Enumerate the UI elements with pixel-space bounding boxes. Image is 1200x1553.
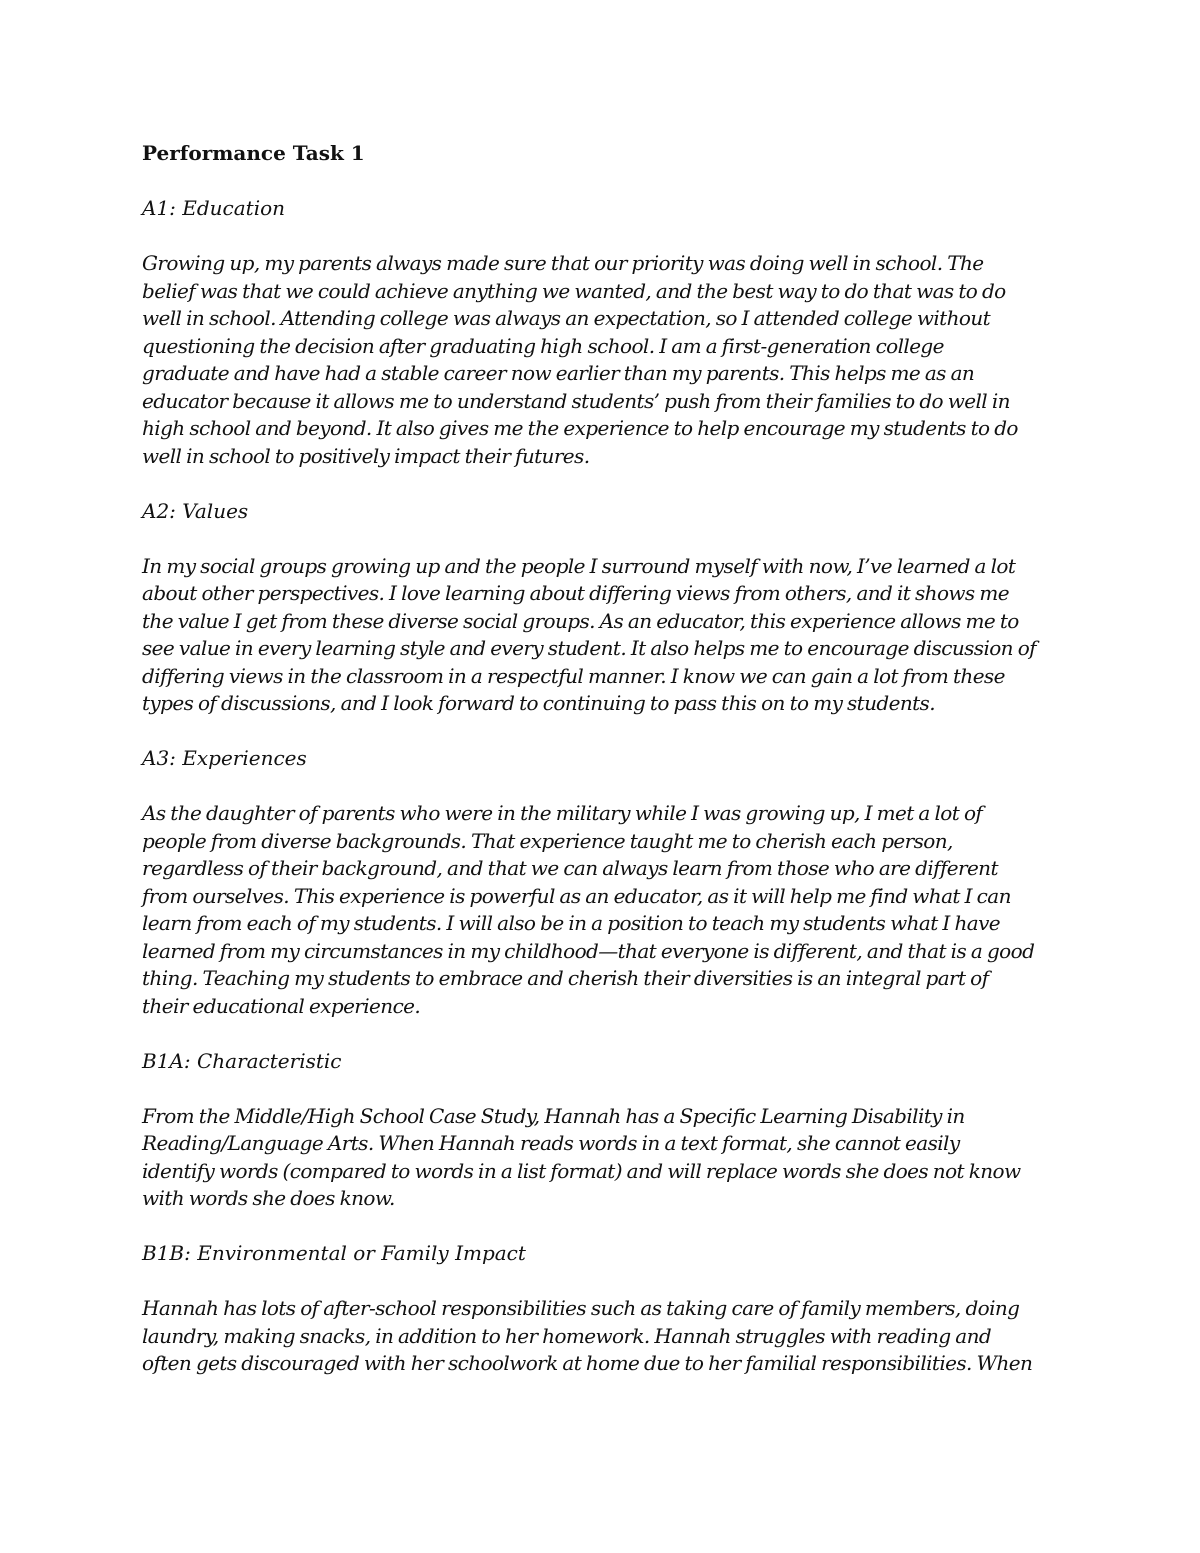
section-paragraph-a3: [142, 800, 1062, 1020]
paragraph-line: educator because it allows me to understand students’ push from their families to do well in: [142, 388, 1010, 413]
paragraph-line: learn from each of my students. I will also be in a position to teach my students what I have: [142, 911, 1001, 935]
paragraph-line: with words she does know.: [142, 1186, 395, 1210]
paragraph-line: people from diverse backgrounds. That experience taught me to cherish each person,: [142, 828, 953, 853]
section-paragraph-a2: [142, 553, 1062, 718]
paragraph-line: from ourselves. This experience is powerful as an educator, as it will help me find what I can: [142, 883, 1011, 908]
paragraph-line: From the Middle/High School Case Study, Hannah has a Specific Learning Disability in: [142, 1103, 965, 1128]
paragraph-line: well in school. Attending college was always an expectation, so I attended college without: [142, 306, 991, 330]
page-title: Performance Task 1: [142, 141, 365, 165]
paragraph-line: Growing up, my parents always made sure that our priority was doing well in school. The: [142, 251, 984, 275]
paragraph-line: regardless of their background, and that we can always learn from those who are different: [142, 856, 998, 880]
paragraph-line: about other perspectives. I love learning about differing views from others, and it shows me: [142, 581, 1009, 605]
paragraph-line: graduate and have had a stable career now earlier than my parents. This helps me as an: [142, 361, 975, 385]
paragraph-line: Reading/Language Arts. When Hannah reads words in a text format, she cannot easily: [142, 1131, 960, 1155]
paragraph-line: questioning the decision after graduating high school. I am a first-generation college: [142, 333, 944, 358]
paragraph-line: their educational experience.: [142, 993, 421, 1018]
section-heading-a1: A1: Education: [142, 196, 286, 220]
paragraph-line: learned from my circumstances in my childhood—that everyone is different, and that is a good: [142, 938, 1035, 963]
section-heading-a2: A2: Values: [142, 498, 249, 523]
paragraph-line: differing views in the classroom in a respectful manner. I know we can gain a lot from these: [142, 663, 1005, 688]
paragraph-line: the value I get from these diverse social groups. As an educator, this experience allows me to: [142, 608, 1019, 633]
section-heading-a3: A3: Experiences: [142, 746, 307, 770]
section-paragraph-b1a: [142, 1103, 1062, 1213]
document-body: [142, 140, 1062, 1405]
section-heading-b1b: B1B: Environmental or Family Impact: [142, 1241, 526, 1265]
paragraph-line: In my social groups growing up and the people I surround myself with now, I’ve learned a lot: [142, 553, 1016, 578]
paragraph-line: often gets discouraged with her schoolwork at home due to her familial responsibilities. When: [142, 1351, 1033, 1375]
paragraph-line: As the daughter of parents who were in the military while I was growing up, I met a lot of: [142, 801, 983, 825]
paragraph-line: see value in every learning style and every student. It also helps me to encourage discussion of: [142, 636, 1036, 660]
paragraph-line: Hannah has lots of after-school responsibilities such as taking care of family members, doing: [142, 1296, 1020, 1320]
paragraph-line: thing. Teaching my students to embrace and cherish their diversities is an integral part of: [142, 966, 989, 990]
paragraph-line: belief was that we could achieve anything we wanted, and the best way to do that was to do: [142, 278, 1006, 303]
section-heading-b1a: B1A: Characteristic: [142, 1048, 342, 1073]
paragraph-line: laundry, making snacks, in addition to her homework. Hannah struggles with reading and: [142, 1323, 992, 1348]
section-paragraph-a1: [142, 250, 1062, 470]
paragraph-line: types of discussions, and I look forward to continuing to pass this on to my students.: [142, 691, 935, 715]
paragraph-line: high school and beyond. It also gives me the experience to help encourage my students to do: [142, 416, 1018, 440]
section-paragraph-b1b: [142, 1295, 1062, 1378]
paragraph-line: well in school to positively impact their futures.: [142, 443, 590, 468]
paragraph-line: identify words (compared to words in a list format) and will replace words she does not know: [142, 1158, 1021, 1183]
